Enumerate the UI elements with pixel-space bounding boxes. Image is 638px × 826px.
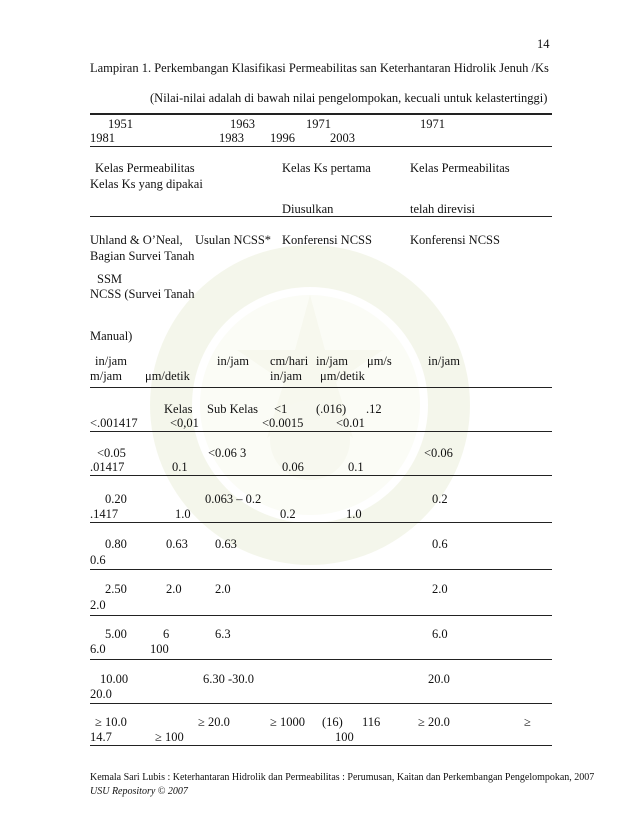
rule-years xyxy=(90,146,552,147)
year-1996: 1996 xyxy=(270,131,295,145)
unit-in-jam-5: in/jam xyxy=(270,369,302,383)
head-manual: Manual) xyxy=(90,329,133,343)
cell-r3-e: 0.6 xyxy=(432,537,448,551)
head-diusulkan: Diusulkan xyxy=(282,202,334,216)
head-kelas-permeabilitas-2: Kelas Permeabilitas xyxy=(410,161,510,175)
cell-r4-b: 2.0 xyxy=(166,582,182,596)
cell-r2-b: 0.063 – 0.2 xyxy=(205,492,262,506)
rule-head xyxy=(90,216,552,217)
rule-r4 xyxy=(90,615,552,616)
head-kelas-ks-pertama: Kelas Ks pertama xyxy=(282,161,371,175)
cell-r4-c: 2.0 xyxy=(215,582,231,596)
cell-r7-e: 116 xyxy=(362,715,381,729)
cell-r4-d: 2.0 xyxy=(90,598,106,612)
cell-r6-d: 20.0 xyxy=(90,687,112,701)
cell-r0-c: .12 xyxy=(366,402,382,416)
cell-r3-c: 0.63 xyxy=(215,537,237,551)
cell-r1-e: 0.1 xyxy=(172,460,188,474)
head-kelas-permeabilitas-1: Kelas Permeabilitas xyxy=(95,161,195,175)
cell-r1-d: .01417 xyxy=(90,460,125,474)
head-direvisi: telah direvisi xyxy=(410,202,475,216)
cell-r2-e: 1.0 xyxy=(175,507,191,521)
unit-m-jam: m/jam xyxy=(90,369,122,383)
rule-units xyxy=(90,387,552,388)
unit-in-jam-1: in/jam xyxy=(95,354,127,368)
page-number: 14 xyxy=(537,37,550,51)
cell-r4-e: 2.0 xyxy=(432,582,448,596)
cell-r6-a: 10.00 xyxy=(100,672,129,686)
cell-r0-e: <0,01 xyxy=(170,416,199,430)
head-konferensi-2: Konferensi NCSS xyxy=(410,233,500,247)
head-kelas-ks-dipakai: Kelas Ks yang dipakai xyxy=(90,177,203,191)
year-2003: 2003 xyxy=(330,131,355,145)
head-ssm: SSM xyxy=(97,272,123,286)
cell-r7-g: ≥ xyxy=(524,715,531,729)
head-uhland: Uhland & O’Neal, xyxy=(90,233,183,247)
cell-r7-f: ≥ 20.0 xyxy=(418,715,450,729)
cell-r3-a: 0.80 xyxy=(105,537,127,551)
cell-r7-a: ≥ 10.0 xyxy=(95,715,127,729)
cell-r7-d: (16) xyxy=(322,715,343,729)
cell-r2-d: .1417 xyxy=(90,507,119,521)
cell-r0-subkelas: Sub Kelas xyxy=(207,402,259,416)
unit-um-s: μm/s xyxy=(367,354,392,368)
cell-r3-b: 0.63 xyxy=(166,537,188,551)
head-konferensi-1: Konferensi NCSS xyxy=(282,233,372,247)
cell-r5-b: 6 xyxy=(163,627,170,641)
cell-r5-e: 6.0 xyxy=(432,627,448,641)
table-bottom-rule xyxy=(90,745,552,746)
head-bagian: Bagian Survei Tanah xyxy=(90,249,195,263)
unit-in-jam-4: in/jam xyxy=(428,354,460,368)
unit-in-jam-2: in/jam xyxy=(217,354,249,368)
cell-r0-a: <1 xyxy=(274,402,288,416)
cell-r0-f: <0.0015 xyxy=(262,416,304,430)
cell-r7-h: 14.7 xyxy=(90,730,112,744)
unit-um-detik-2: μm/detik xyxy=(320,369,365,383)
cell-r3-d: 0.6 xyxy=(90,553,106,567)
footer-repository: USU Repository © 2007 xyxy=(90,786,188,797)
year-1971-a: 1971 xyxy=(306,117,331,131)
head-ncss-survei: NCSS (Survei Tanah xyxy=(90,287,195,301)
cell-r7-c: ≥ 1000 xyxy=(270,715,305,729)
cell-r4-a: 2.50 xyxy=(105,582,127,596)
cell-r2-a: 0.20 xyxy=(105,492,127,506)
unit-cm-hari: cm/hari xyxy=(270,354,309,368)
cell-r0-kelas: Kelas xyxy=(164,402,193,416)
rule-r6 xyxy=(90,703,552,704)
cell-r2-c: 0.2 xyxy=(432,492,448,506)
cell-r0-d: <.001417 xyxy=(90,416,138,430)
rule-r0 xyxy=(90,431,552,432)
footer-citation: Kemala Sari Lubis : Keterhantaran Hidrolik dan Permeabilitas : Perumusan, Kaitan dan Perkembangan Pengelompokan, 2007 xyxy=(90,772,595,783)
cell-r2-f: 0.2 xyxy=(280,507,296,521)
rule-r5 xyxy=(90,659,552,660)
cell-r6-b: 6.30 -30.0 xyxy=(203,672,255,686)
cell-r2-g: 1.0 xyxy=(346,507,362,521)
title: Lampiran 1. Perkembangan Klasifikasi Permeabilitas san Keterhantaran Hidrolik Jenuh /Ks xyxy=(90,61,549,75)
cell-r1-f: 0.06 xyxy=(282,460,304,474)
rule-r3 xyxy=(90,569,552,570)
year-1951: 1951 xyxy=(108,117,133,131)
cell-r7-j: 100 xyxy=(335,730,354,744)
cell-r1-g: 0.1 xyxy=(348,460,364,474)
subtitle: (Nilai-nilai adalah di bawah nilai pengelompokan, kecuali untuk kelastertinggi) xyxy=(150,91,548,105)
rule-r2 xyxy=(90,522,552,523)
cell-r7-b: ≥ 20.0 xyxy=(198,715,230,729)
cell-r1-c: <0.06 xyxy=(424,446,453,460)
cell-r1-b: <0.06 3 xyxy=(208,446,247,460)
cell-r6-c: 20.0 xyxy=(428,672,450,686)
head-usulan: Usulan NCSS* xyxy=(195,233,272,247)
unit-um-detik-1: μm/detik xyxy=(145,369,190,383)
rule-r1 xyxy=(90,475,552,476)
cell-r5-c: 6.3 xyxy=(215,627,231,641)
table-top-rule xyxy=(90,113,552,115)
cell-r5-d: 6.0 xyxy=(90,642,106,656)
cell-r0-b: (.016) xyxy=(316,402,347,416)
unit-in-jam-3: in/jam xyxy=(316,354,348,368)
year-1963: 1963 xyxy=(230,117,255,131)
year-1981: 1981 xyxy=(90,131,115,145)
university-seal-watermark xyxy=(145,240,475,570)
cell-r7-i: ≥ 100 xyxy=(155,730,184,744)
cell-r0-g: <0.01 xyxy=(336,416,365,430)
year-1971-b: 1971 xyxy=(420,117,445,131)
cell-r5-f: 100 xyxy=(150,642,169,656)
year-1983: 1983 xyxy=(219,131,244,145)
cell-r5-a: 5.00 xyxy=(105,627,127,641)
cell-r1-a: <0.05 xyxy=(97,446,126,460)
